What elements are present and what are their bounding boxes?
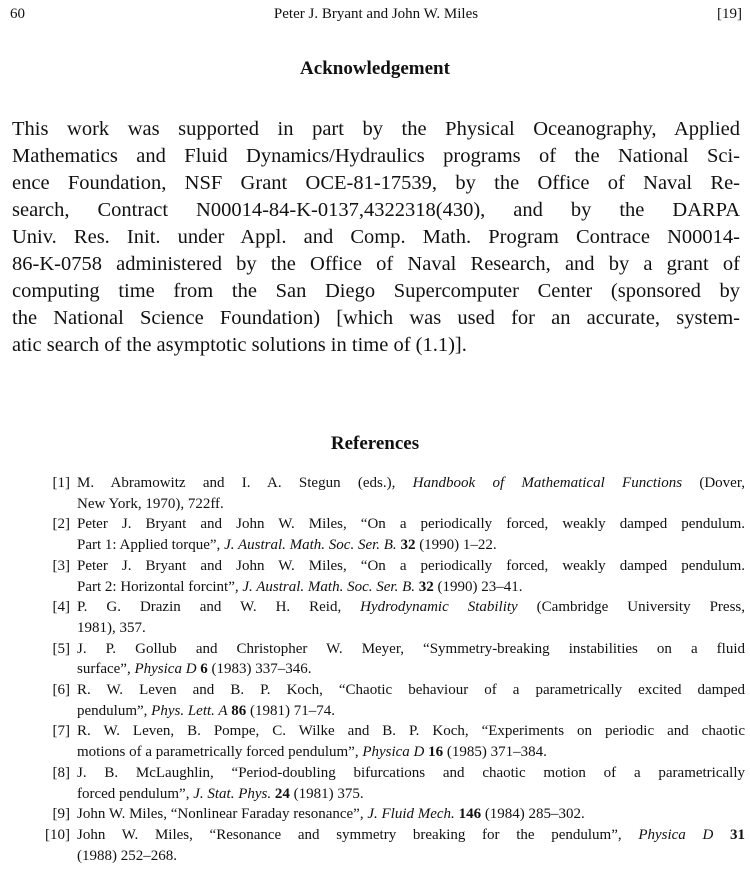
reference-number: [10]: [45, 826, 70, 843]
reference-italic-text: Physica D: [362, 744, 425, 761]
reference-line: [77, 577, 745, 598]
reference-italic-text: Hydrodynamic Stability: [360, 599, 518, 616]
reference-text: Peter J. Bryant and John W. Miles, “On a periodically forced, weakly damped pendulum.: [77, 557, 745, 574]
reference-text: (1984) 285–302.: [481, 806, 585, 823]
reference-line: [77, 701, 745, 722]
reference-italic-text: Phys. Lett. A: [151, 702, 228, 719]
reference-volume: 32: [400, 537, 416, 554]
reference-text: John W. Miles, “Nonlinear Faraday resonance”,: [77, 806, 368, 823]
acknowledgement-line: computing time from the San Diego Supercomputer Center (sponsored by: [12, 280, 740, 302]
reference-item: [40, 514, 745, 555]
reference-item: [40, 721, 745, 762]
reference-number: [9]: [52, 806, 70, 823]
reference-body: [77, 825, 745, 866]
reference-number: [5]: [52, 640, 70, 657]
reference-text: John W. Miles, “Resonance and symmetry breaking for the pendulum”,: [77, 826, 639, 843]
reference-italic-text: J. Austral. Math. Soc. Ser. B.: [224, 537, 397, 554]
reference-volume: 16: [428, 744, 444, 761]
reference-line: [77, 742, 745, 763]
reference-text: (1983) 337–346.: [207, 661, 312, 678]
reference-volume: 146: [458, 806, 482, 823]
reference-text: R. W. Leven and B. P. Koch, “Chaotic behaviour of a parametrically excited damped: [77, 682, 745, 699]
acknowledgement-line: 86-K-0758 administered by the Office of Naval Research, and by a grant of: [12, 253, 740, 275]
reference-text: (Dover,: [682, 475, 745, 491]
reference-text: (1990) 1–22.: [415, 537, 497, 554]
reference-text: Part 1: Applied torque”,: [77, 537, 225, 554]
reference-italic-text: Physica D: [638, 826, 714, 843]
reference-number: [6]: [52, 682, 70, 699]
reference-item: [40, 473, 745, 514]
reference-text: (1981) 375.: [289, 785, 364, 802]
reference-body: [77, 804, 745, 825]
acknowledgement-line: ence Foundation, NSF Grant OCE-81-17539, by the Office of Naval Re-: [12, 172, 740, 194]
reference-list: [40, 473, 745, 866]
acknowledgement-line: atic search of the asymptotic solutions in time of (1.1)].: [12, 334, 467, 356]
reference-text: J. P. Gollub and Christopher W. Meyer, “Symmetry-breaking instabilities on a fluid: [77, 640, 745, 657]
reference-item: [40, 639, 745, 680]
reference-line: [77, 784, 745, 805]
reference-text: Part 2: Horizontal forcint”,: [77, 578, 243, 595]
reference-line: [77, 680, 745, 701]
reference-text: R. W. Leven, B. Pompe, C. Wilke and B. P. Koch, “Experiments on periodic and chaotic: [77, 723, 745, 740]
reference-text: surface”,: [77, 661, 135, 678]
acknowledgement-line: Mathematics and Fluid Dynamics/Hydraulics programs of the National Sci-: [12, 145, 740, 167]
reference-number: [3]: [52, 557, 70, 574]
reference-text: pendulum”,: [77, 702, 152, 719]
reference-text: (Cambridge University Press,: [517, 599, 745, 616]
reference-number: [4]: [52, 599, 70, 616]
reference-body: [77, 639, 745, 680]
reference-text: M. Abramowitz and I. A. Stegun (eds.),: [77, 475, 413, 491]
reference-text: (1981) 71–74.: [246, 702, 336, 719]
reference-text: 1981), 357.: [77, 619, 146, 636]
acknowledgement-heading: Acknowledgement: [300, 58, 450, 79]
page-number: 60: [10, 6, 25, 22]
reference-line: [77, 597, 745, 618]
running-header: [10, 6, 742, 26]
reference-number: [7]: [52, 723, 70, 740]
reference-line: [77, 846, 745, 867]
reference-item: [40, 763, 745, 804]
reference-item: [40, 597, 745, 638]
acknowledgement-paragraph: [12, 116, 740, 359]
reference-line: [77, 473, 745, 494]
reference-line: [77, 639, 745, 660]
reference-item: [40, 804, 745, 825]
reference-text: (1988) 252–268.: [77, 847, 177, 864]
reference-volume: 32: [418, 578, 434, 595]
reference-text: (1990) 23–41.: [433, 578, 523, 595]
reference-line: [77, 659, 745, 680]
reference-line: [77, 721, 745, 742]
reference-item: [40, 556, 745, 597]
reference-volume: 6: [200, 661, 208, 678]
reference-text: motions of a parametrically forced pendulum”,: [77, 744, 363, 761]
reference-body: [77, 473, 745, 514]
reference-body: [77, 763, 745, 804]
reference-line: [77, 804, 745, 825]
acknowledgement-line: the National Science Foundation) [which was used for an accurate, system-: [12, 307, 740, 329]
reference-body: [77, 514, 745, 555]
reference-number: [8]: [52, 764, 70, 781]
running-authors: Peter J. Bryant and John W. Miles: [273, 6, 479, 22]
reference-italic-text: J. Austral. Math. Soc. Ser. B.: [242, 578, 415, 595]
reference-volume: 24: [274, 785, 290, 802]
acknowledgement-line: Univ. Res. Init. under Appl. and Comp. Math. Program Contrace N00014-: [12, 226, 740, 248]
reference-line: [77, 825, 745, 846]
reference-text: Peter J. Bryant and John W. Miles, “On a periodically forced, weakly damped pendulum.: [77, 516, 745, 533]
reference-line: [77, 535, 745, 556]
reference-volume: 86: [231, 702, 247, 719]
reference-line: [77, 556, 745, 577]
reference-line: [77, 514, 745, 535]
reference-item: [40, 825, 745, 866]
reference-line: [77, 494, 745, 515]
reference-line: [77, 763, 745, 784]
reference-body: [77, 721, 745, 762]
reference-text: [713, 827, 730, 843]
reference-italic-text: Handbook of Mathematical Functions: [412, 475, 683, 491]
reference-number: [2]: [52, 516, 70, 533]
reference-italic-text: J. Fluid Mech.: [367, 806, 455, 823]
reference-text: J. B. McLaughlin, “Period-doubling bifurcations and chaotic motion of a parametrically: [77, 764, 745, 781]
acknowledgement-line: search, Contract N00014-84-K-0137,4322318(430), and by the DARPA: [12, 199, 740, 221]
reference-italic-text: J. Stat. Phys.: [193, 785, 272, 802]
reference-body: [77, 597, 745, 638]
acknowledgement-line: This work was supported in part by the Physical Oceanography, Applied: [12, 118, 740, 140]
reference-text: P. G. Drazin and W. H. Reid,: [77, 599, 361, 616]
reference-index: [19]: [717, 6, 742, 22]
reference-text: (1985) 371–384.: [443, 744, 547, 761]
reference-volume: 31: [730, 826, 745, 843]
reference-number: [1]: [52, 475, 70, 491]
reference-body: [77, 556, 745, 597]
references-heading: References: [330, 433, 420, 454]
reference-body: [77, 680, 745, 721]
reference-text: forced pendulum”,: [77, 785, 194, 802]
reference-line: [77, 618, 745, 639]
reference-text: New York, 1970), 722ff.: [77, 495, 224, 512]
reference-item: [40, 680, 745, 721]
reference-italic-text: Physica D: [134, 661, 197, 678]
